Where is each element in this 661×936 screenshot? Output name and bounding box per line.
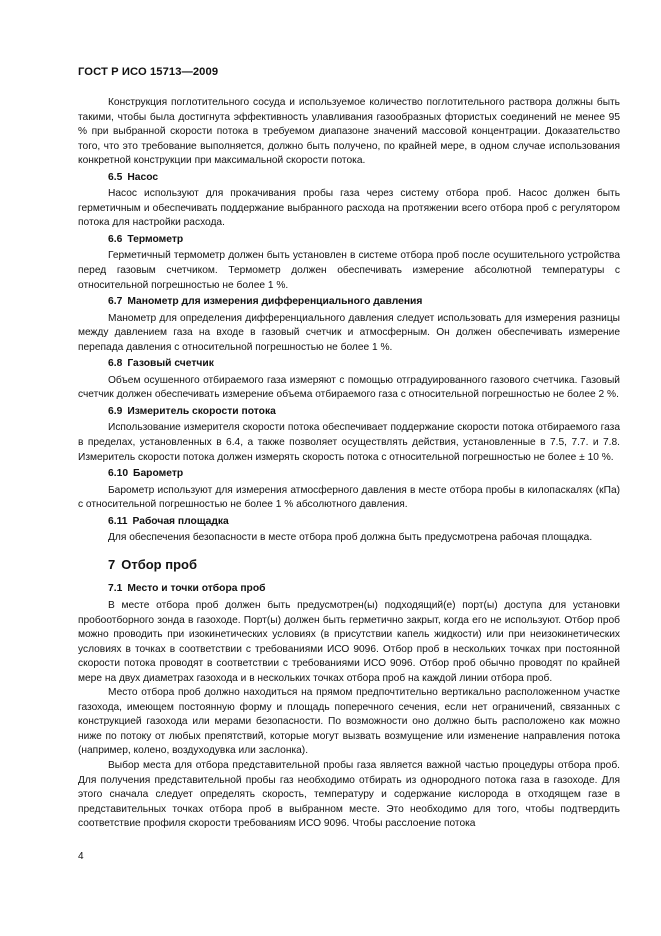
section-7-1-heading xyxy=(78,582,620,597)
section-title: Измеритель скорости потока xyxy=(127,405,276,417)
section-6-7-text: Манометр для определения дифференциального давления следует использовать для измерения разницы между давлением газа на входе в газовый счетчик и атмосферным. Он должен обеспечивать измерение перепада давления с относительной погрешностью не более 1 %. xyxy=(78,312,620,353)
section-6-9-text: Использование измерителя скорости потока обеспечивает поддержание скорости потока отбираемого газа в пределах, установленных в 6.4, а также позволяет осуществлять действия, установленные в 7.5, 7.7. и 7.8. Измеритель скорости потока должен измерять скорость потока с относительной погрешностью не более ± 10 %. xyxy=(78,422,620,463)
section-title: Отбор проб xyxy=(121,556,197,572)
section-6-10-text: Барометр используют для измерения атмосферного давления в месте отбора пробы в килопаскалях (кПа) с относительной погрешностью не более 1 % абсолютного давления. xyxy=(78,484,620,511)
section-number: 6.11 xyxy=(108,515,128,527)
document-body xyxy=(78,96,620,832)
section-title: Рабочая площадка xyxy=(132,515,229,527)
section-7-heading xyxy=(78,558,620,573)
section-6-11-heading xyxy=(78,515,620,530)
section-number: 7.1 xyxy=(108,583,123,595)
section-7-1-paragraph-2: Место отбора проб должно находиться на прямом предпочтительно вертикально расположенном участке газохода, имеющем постоянную форму и площадь поперечного сечения, если нет ограничений, связанных с конструкцией газохода или мерами безопасности. По возможности оно должно быть расположено как можно ниже по потоку от любых препятствий, которые могут вызвать возмущение или изменение направления потока (например, колено, воздуходувка или заслонка). xyxy=(78,687,620,757)
section-6-8-heading xyxy=(78,357,620,372)
section-number: 6.10 xyxy=(108,468,129,480)
section-number: 6.7 xyxy=(108,296,123,308)
section-title: Насос xyxy=(127,171,159,183)
section-6-5-heading xyxy=(78,171,620,186)
intro-paragraph: Конструкция поглотительного сосуда и используемое количество поглотительного раствора должны быть такими, чтобы была достигнута эффективность улавливания газообразных фтористых соединений не менее 95 % при выбранной скорости потока в требуемом диапазоне значений массовой концентрации. Доказательство того, что это требование выполняется, должно быть получено, по крайней мере, в одном случае использования конкретной конструкции при максимальной скорости потока. xyxy=(78,97,620,167)
section-title: Газовый счетчик xyxy=(127,358,214,370)
section-6-7-heading xyxy=(78,295,620,310)
section-6-6-text: Герметичный термометр должен быть установлен в системе отбора проб после осушительного устройства перед газовым счетчиком. Термометр должен обеспечивать измерение абсолютной температуры с относительной погрешностью не более 1 %. xyxy=(78,250,620,291)
section-6-8-text: Объем осушенного отбираемого газа измеряют с помощью отградуированного газового счетчика. Газовый счетчик должен обеспечивать измерение объема отбираемого газа с относительной погрешностью не более 2 %. xyxy=(78,374,620,401)
section-number: 6.5 xyxy=(108,171,123,183)
section-title: Барометр xyxy=(133,468,184,480)
section-title: Место и точки отбора проб xyxy=(127,583,266,595)
section-number: 6.6 xyxy=(108,233,123,245)
section-number: 6.9 xyxy=(108,405,123,417)
page-header: ГОСТ Р ИСО 15713—2009 xyxy=(78,66,219,78)
section-6-5-text: Насос используют для прокачивания пробы газа через систему отбора проб. Насос должен быть герметичным и обеспечивать поддержание выбранного расхода на протяжении всего отбора проб с регулятором потока для настройки расхода. xyxy=(78,188,620,229)
section-7-1-paragraph-1: В месте отбора проб должен быть предусмотрен(ы) подходящий(е) порт(ы) доступа для установки пробоотборного зонда в газоходе. Порт(ы) должен быть герметично закрыт, когда его не используют. Отбор проб можно проводить при изокинетических условиях (в присутствии капель жидкости) или при неизокинетических условиях в точках в соответствии с требованиями ИСО 9096. Отбор проб в нескольких точках при постоянной скорости потока проводят в соответствии с требованиями ИСО 9096. Отбор проб обычно проводят по крайней мере на двух диаметрах газохода и в нескольких точках отбора проб на каждой линии отбора проб. xyxy=(78,599,620,684)
section-6-11-text: Для обеспечения безопасности в месте отбора проб должна быть предусмотрена рабочая площадка. xyxy=(108,532,593,544)
section-number: 6.8 xyxy=(108,358,123,370)
section-6-6-heading xyxy=(78,233,620,248)
section-7-1-paragraph-3: Выбор места для отбора представительной пробы газа является важной частью процедуры отбора проб. Для получения представительной пробы газ необходимо отбирать из однородного потока газа в газоходе. Для этого сначала следует определять скорость, температуру и содержание кислорода в отходящем газе в представительных точках отбора проб в выбранном месте. Это необходимо для того, чтобы подтвердить соответствие профиля скорости требованиям ИСО 9096. Чтобы расслоение потока xyxy=(78,759,620,830)
section-title: Термометр xyxy=(127,233,184,245)
section-number: 7 xyxy=(108,556,116,572)
page-number: 4 xyxy=(78,851,84,862)
section-title: Манометр для измерения дифференциального давления xyxy=(127,296,423,308)
section-6-10-heading xyxy=(78,467,620,482)
section-6-9-heading xyxy=(78,405,620,420)
